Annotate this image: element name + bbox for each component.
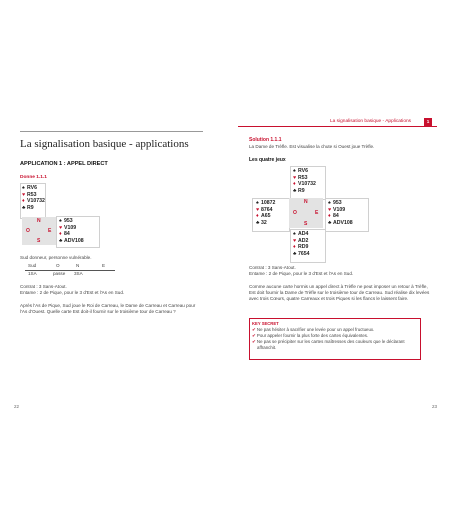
card-values: 10872	[261, 200, 276, 206]
hand-row	[293, 231, 310, 238]
spade-icon: ♠	[328, 200, 331, 206]
header-rule	[238, 126, 437, 127]
south-hand	[293, 231, 310, 257]
hand-row	[328, 220, 353, 227]
check-icon: ✔	[252, 327, 256, 332]
hand-row	[59, 218, 84, 225]
page-tab-label: 1	[426, 119, 430, 124]
hand-row	[256, 213, 275, 220]
hand-row	[293, 181, 316, 188]
section-heading: APPLICATION 1 : APPEL DIRECT	[20, 161, 108, 167]
bid-cell: passe	[53, 271, 66, 276]
diamond-icon: ♦	[22, 198, 25, 205]
card-values: 84	[333, 213, 339, 220]
hand-row	[22, 192, 45, 199]
hand-row	[328, 213, 353, 220]
page-tab	[424, 118, 432, 126]
page-number-left: 22	[14, 404, 20, 409]
card-values: R53	[298, 174, 308, 181]
explanation-paragraph: Comme aucune carte hormis un appel direct à Trèfle ne peut imposer un retour à Trèfle, Est doit fournir la Dame de Trèfle sur le troisième tour de Carreau. Sud réalise dix levées avec trois Cœurs, quatre Carreaux et trois Piques si les flancs le laissent faire.	[249, 284, 430, 302]
card-values: V10732	[298, 181, 316, 188]
hand-row	[293, 175, 316, 182]
question-paragraph: Après l'As de Pique, Sud joue le Roi de Carreau, le Dame de Carreau et Carreau pour l'As d'Ouest. Quelle carte Est doit-il fournir sur le troisième tour de Carreau ?	[20, 303, 196, 315]
club-icon: ♣	[256, 219, 260, 226]
club-icon: ♣	[22, 204, 26, 211]
compass-south: S	[304, 221, 308, 227]
hand-row	[22, 198, 45, 205]
diamond-icon: ♦	[59, 231, 62, 238]
hand-row	[22, 205, 45, 212]
hand-row	[256, 207, 275, 214]
donne-label: Donne 1.1.1	[20, 175, 47, 180]
heart-icon: ♥	[22, 191, 26, 198]
key-secret-list	[252, 327, 416, 351]
hand-row	[59, 231, 84, 238]
key-item-text: Ne pas se précipiter sur les cartes maîtresses des couleurs que le déclarant affranchit.	[256, 339, 405, 350]
solution-label: Solution 1.1.1	[249, 137, 282, 143]
lead: Entame : 2 de Pique, pour le 3 d'Est et l'As en Sud.	[249, 271, 354, 276]
card-values: 953	[333, 200, 342, 206]
card-values: 953	[64, 218, 73, 224]
card-values: AD2	[298, 237, 309, 244]
card-values: RV6	[27, 185, 37, 191]
card-values: R53	[27, 191, 37, 198]
page-number-right: 23	[432, 404, 438, 409]
hand-row	[328, 207, 353, 214]
spade-icon: ♠	[293, 168, 296, 174]
compass-north: N	[304, 199, 308, 205]
card-values: RV6	[298, 168, 308, 174]
hand-row	[59, 238, 84, 245]
dealer-note: Sud donneur, personne vulnérable.	[20, 255, 92, 260]
card-values: RD9	[298, 244, 309, 251]
hand-row	[256, 200, 275, 207]
compass-east: E	[315, 210, 319, 216]
hand-row	[59, 225, 84, 232]
heart-icon: ♥	[256, 206, 260, 213]
card-values: 84	[64, 231, 70, 238]
solution-text: La Dame de Trèfle. Est visualise la chute si Ouest joue Trèfle.	[249, 144, 375, 149]
diamond-icon: ♦	[293, 244, 296, 251]
card-values: AD4	[298, 231, 309, 237]
diamond-icon: ♦	[256, 213, 259, 220]
compass-west: O	[26, 228, 30, 234]
spade-icon: ♠	[293, 231, 296, 237]
card-values: V10732	[27, 198, 45, 205]
compass	[22, 217, 56, 245]
card-values: R9	[27, 204, 34, 211]
west-hand	[256, 200, 275, 226]
hand-row	[328, 200, 353, 207]
four-hands-label: Les quatre jeux	[249, 157, 286, 163]
bid-cell: 1SA	[28, 271, 37, 276]
contract: Contrat : 3 Sans-Atout.	[249, 265, 296, 270]
key-item-text: Pour appeler fournir la plus forte des cartes équivalentes.	[256, 333, 369, 338]
hand-row	[293, 188, 316, 195]
key-secret-title: KEY SECRET	[252, 321, 279, 326]
heart-icon: ♥	[293, 174, 297, 181]
card-values: 7654	[298, 250, 310, 257]
card-values: ADV108	[64, 237, 84, 244]
bid-col: E	[102, 263, 106, 268]
diamond-icon: ♦	[328, 213, 331, 220]
spade-icon: ♠	[22, 185, 25, 191]
hand-row	[293, 251, 310, 258]
hand-row	[293, 168, 316, 175]
heart-icon: ♥	[328, 206, 332, 213]
diamond-icon: ♦	[293, 181, 296, 188]
heart-icon: ♥	[59, 224, 63, 231]
east-hand	[328, 200, 353, 226]
hand-row	[293, 238, 310, 245]
card-values: 32	[261, 219, 267, 226]
card-values: 8764	[261, 206, 273, 213]
north-hand	[293, 168, 316, 194]
hand-row	[22, 185, 45, 192]
club-icon: ♣	[59, 237, 63, 244]
running-title: La signalisation basique - Applications	[330, 119, 412, 124]
club-icon: ♣	[293, 250, 297, 257]
spade-icon: ♠	[59, 218, 62, 224]
north-hand	[22, 185, 45, 211]
compass-east: E	[48, 228, 52, 234]
page-title: La signalisation basique - applications	[20, 138, 189, 150]
contract: Contrat : 3 Sans-Atout.	[20, 284, 67, 289]
bid-cell: 3SA	[74, 271, 83, 276]
card-values: V109	[333, 206, 346, 213]
card-values: R9	[298, 187, 305, 194]
list-item	[252, 339, 416, 351]
east-hand	[59, 218, 84, 244]
bidding-rule	[25, 270, 115, 271]
lead: Entame : 2 de Pique, pour le 3 d'Est et l'As en Sud.	[20, 290, 125, 295]
left-title-rule	[20, 131, 203, 132]
club-icon: ♣	[293, 187, 297, 194]
compass-south: S	[37, 238, 41, 244]
key-item-text: Ne pas hésiter à sacrifier une levée pour un appel fructueux.	[256, 327, 375, 332]
heart-icon: ♥	[293, 237, 297, 244]
compass-west: O	[293, 210, 297, 216]
bid-col: Sud	[28, 263, 37, 268]
card-values: ADV108	[333, 219, 353, 226]
bid-col: O	[56, 263, 60, 268]
check-icon: ✔	[252, 339, 256, 344]
compass	[289, 198, 323, 228]
card-values: V109	[64, 224, 77, 231]
spade-icon: ♠	[256, 200, 259, 206]
bid-col: N	[76, 263, 80, 268]
club-icon: ♣	[328, 219, 332, 226]
hand-row	[256, 220, 275, 227]
hand-row	[293, 244, 310, 251]
compass-north: N	[37, 218, 41, 224]
check-icon: ✔	[252, 333, 256, 338]
card-values: A65	[261, 213, 271, 220]
